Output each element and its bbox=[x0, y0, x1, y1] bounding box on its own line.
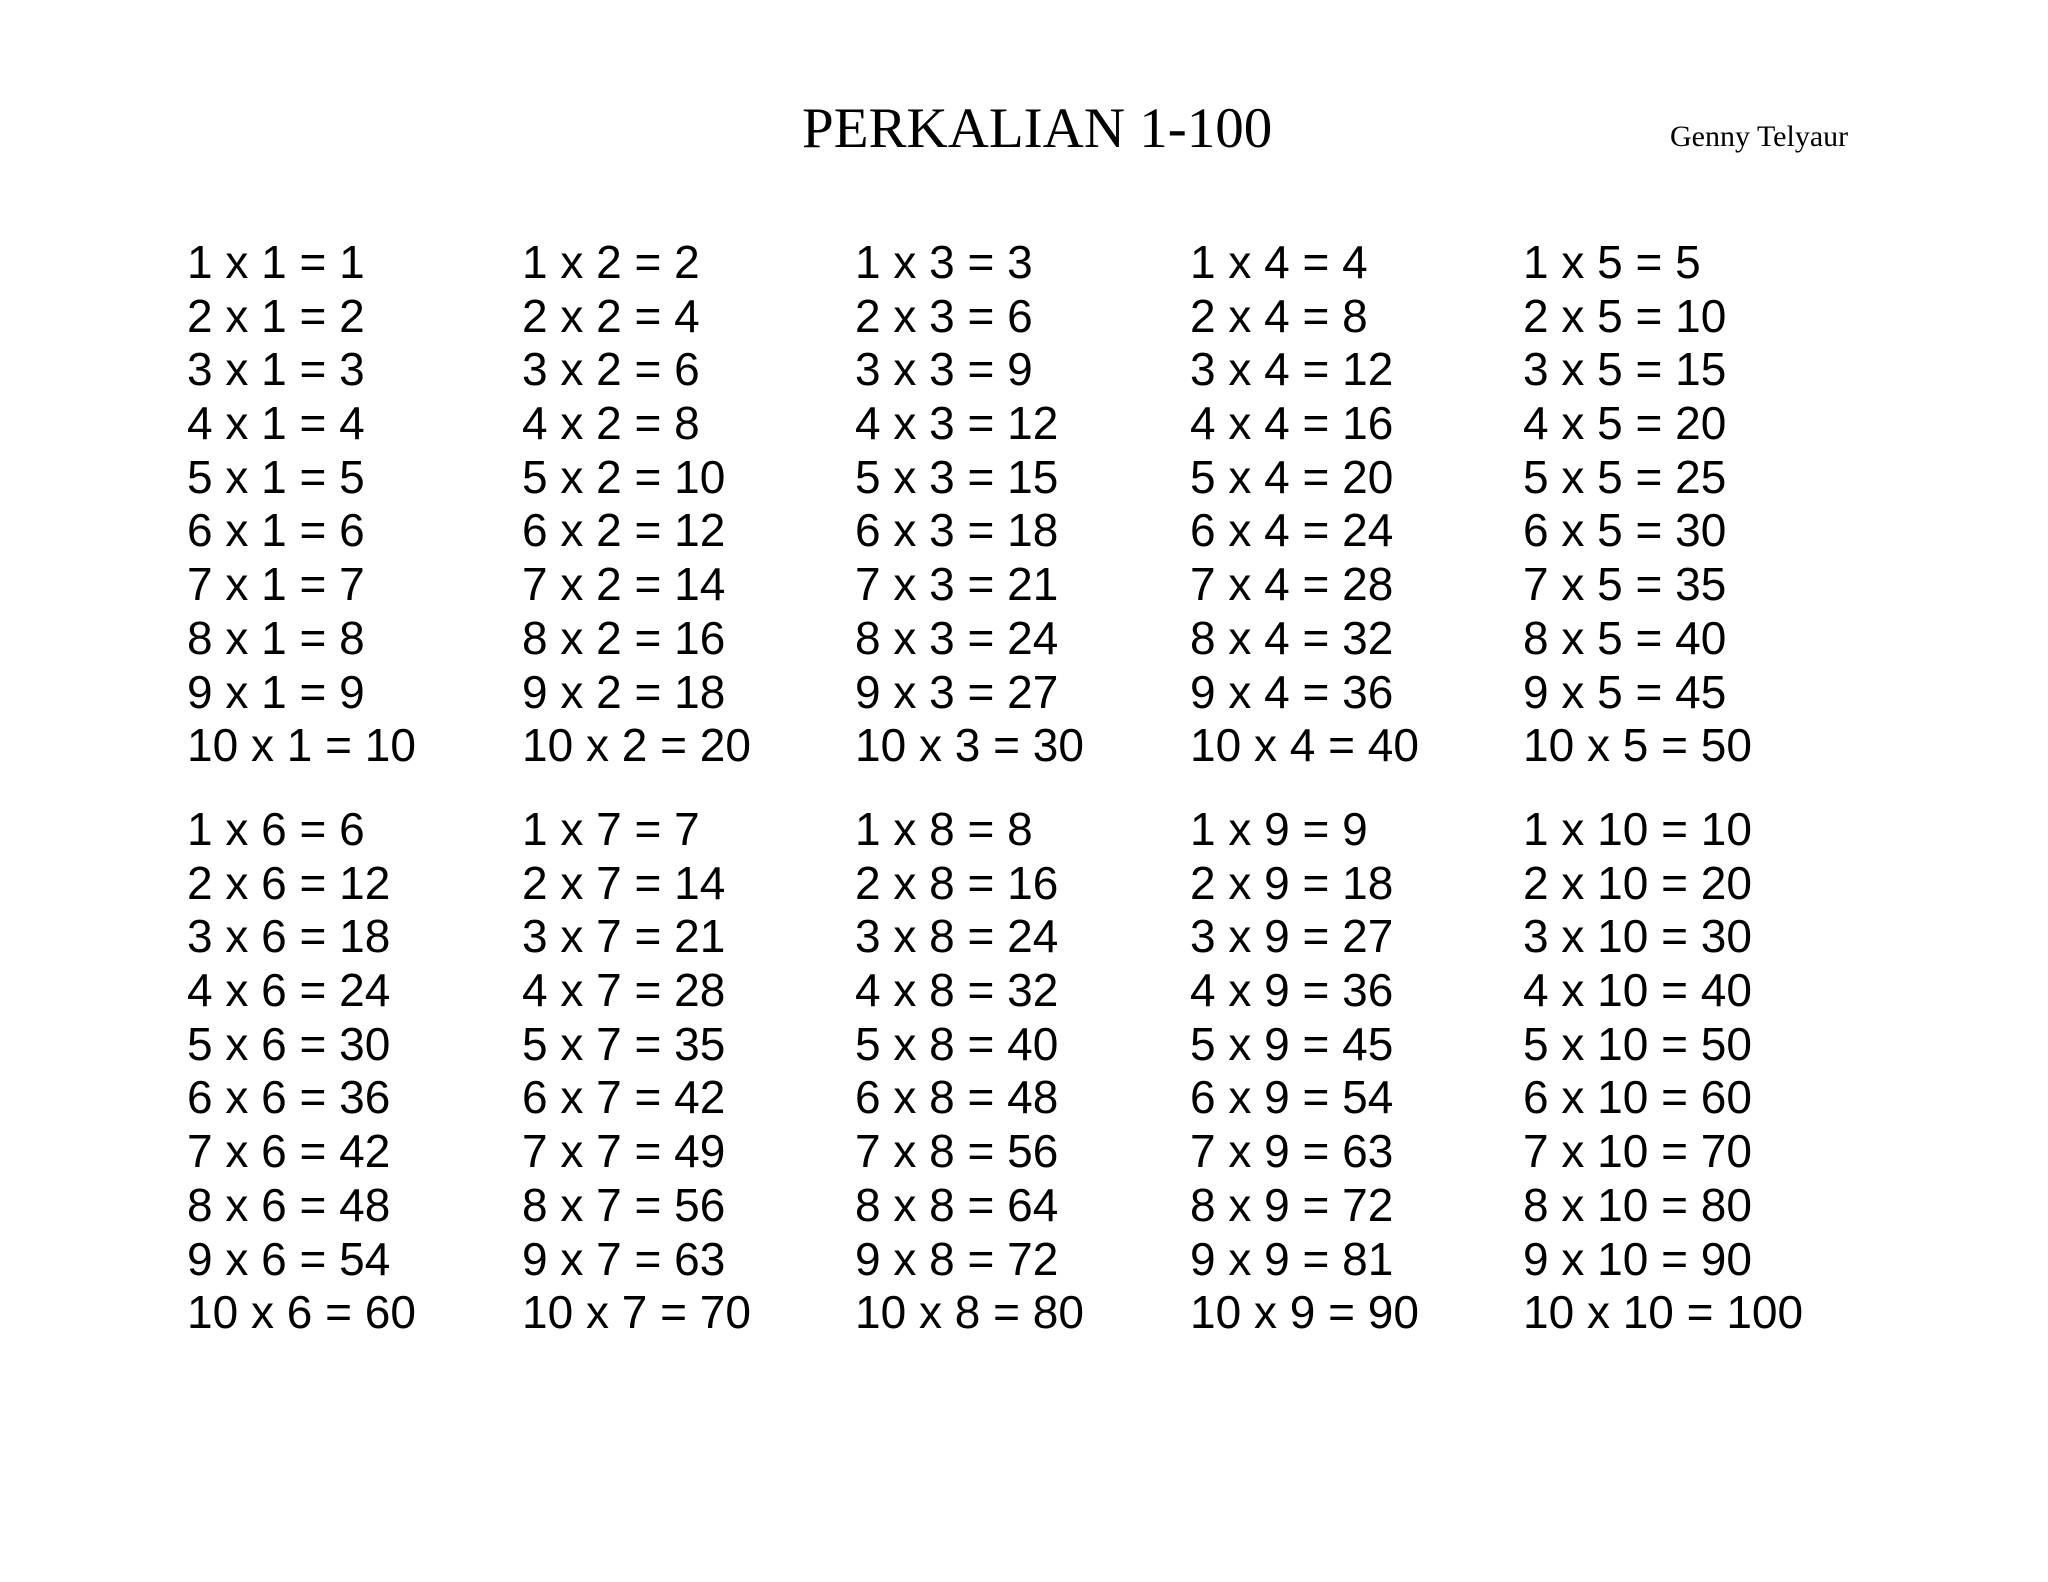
table-5 bbox=[1523, 236, 1752, 773]
table-row: 9 x 4 = 36 bbox=[1190, 665, 1394, 718]
table-row: 7 x 8 = 56 bbox=[855, 1125, 1059, 1178]
table-row: 1 x 3 = 3 bbox=[855, 236, 1033, 288]
table-row: 3 x 2 = 6 bbox=[522, 343, 700, 396]
table-row: 3 x 6 = 18 bbox=[187, 910, 391, 963]
table-row: 4 x 8 = 32 bbox=[855, 964, 1059, 1017]
table-row: 10 x 3 = 30 bbox=[855, 719, 1084, 772]
table-row: 6 x 5 = 30 bbox=[1523, 504, 1727, 557]
table-row: 9 x 6 = 54 bbox=[187, 1232, 391, 1285]
table-row: 8 x 3 = 24 bbox=[855, 611, 1059, 664]
table-row: 2 x 4 = 8 bbox=[1190, 289, 1368, 342]
table-row: 10 x 4 = 40 bbox=[1190, 719, 1419, 772]
table-6 bbox=[187, 803, 416, 1340]
table-row: 1 x 6 = 6 bbox=[187, 803, 365, 855]
table-row: 7 x 1 = 7 bbox=[187, 558, 365, 611]
table-row: 7 x 10 = 70 bbox=[1523, 1125, 1752, 1178]
table-row: 1 x 7 = 7 bbox=[522, 803, 700, 855]
table-row: 2 x 7 = 14 bbox=[522, 856, 726, 909]
table-row: 8 x 6 = 48 bbox=[187, 1178, 391, 1231]
table-row: 3 x 9 = 27 bbox=[1190, 910, 1394, 963]
table-row: 5 x 9 = 45 bbox=[1190, 1017, 1394, 1070]
table-row: 2 x 10 = 20 bbox=[1523, 856, 1752, 909]
table-row: 9 x 1 = 9 bbox=[187, 665, 365, 718]
author-name: Genny Telyaur bbox=[1670, 120, 1849, 153]
table-row: 5 x 5 = 25 bbox=[1523, 450, 1727, 503]
table-row: 4 x 10 = 40 bbox=[1523, 964, 1752, 1017]
table-row: 8 x 10 = 80 bbox=[1523, 1178, 1752, 1231]
table-row: 4 x 3 = 12 bbox=[855, 397, 1059, 450]
table-row: 9 x 3 = 27 bbox=[855, 665, 1059, 718]
table-8 bbox=[855, 803, 1084, 1340]
table-row: 1 x 1 = 1 bbox=[187, 236, 365, 288]
table-2 bbox=[522, 236, 751, 773]
table-row: 5 x 6 = 30 bbox=[187, 1017, 391, 1070]
table-row: 7 x 4 = 28 bbox=[1190, 558, 1394, 611]
table-row: 8 x 1 = 8 bbox=[187, 611, 365, 664]
table-1 bbox=[187, 236, 416, 773]
table-row: 2 x 2 = 4 bbox=[522, 289, 700, 342]
table-row: 8 x 4 = 32 bbox=[1190, 611, 1394, 664]
table-row: 4 x 6 = 24 bbox=[187, 964, 391, 1017]
table-row: 7 x 7 = 49 bbox=[522, 1125, 726, 1178]
table-row: 10 x 8 = 80 bbox=[855, 1286, 1084, 1339]
table-row: 10 x 10 = 100 bbox=[1523, 1286, 1804, 1339]
table-3 bbox=[855, 236, 1084, 773]
table-7 bbox=[522, 803, 751, 1340]
table-row: 6 x 4 = 24 bbox=[1190, 504, 1394, 557]
table-row: 4 x 4 = 16 bbox=[1190, 397, 1394, 450]
table-row: 1 x 4 = 4 bbox=[1190, 236, 1368, 288]
table-10 bbox=[1523, 803, 1803, 1340]
table-row: 5 x 1 = 5 bbox=[187, 450, 365, 503]
table-row: 6 x 9 = 54 bbox=[1190, 1071, 1394, 1124]
table-row: 4 x 1 = 4 bbox=[187, 397, 365, 450]
table-row: 2 x 9 = 18 bbox=[1190, 856, 1394, 909]
page-title: PERKALIAN 1-100 bbox=[802, 97, 1273, 160]
table-row: 9 x 9 = 81 bbox=[1190, 1232, 1394, 1285]
table-row: 8 x 8 = 64 bbox=[855, 1178, 1059, 1231]
table-9 bbox=[1190, 803, 1419, 1340]
table-row: 10 x 1 = 10 bbox=[187, 719, 416, 772]
table-row: 5 x 8 = 40 bbox=[855, 1017, 1059, 1070]
table-row: 7 x 2 = 14 bbox=[522, 558, 726, 611]
table-row: 5 x 4 = 20 bbox=[1190, 450, 1394, 503]
table-row: 10 x 9 = 90 bbox=[1190, 1286, 1419, 1339]
table-row: 6 x 8 = 48 bbox=[855, 1071, 1059, 1124]
table-row: 9 x 8 = 72 bbox=[855, 1232, 1059, 1285]
table-row: 6 x 6 = 36 bbox=[187, 1071, 391, 1124]
table-row: 6 x 2 = 12 bbox=[522, 504, 726, 557]
table-row: 5 x 7 = 35 bbox=[522, 1017, 726, 1070]
table-row: 1 x 9 = 9 bbox=[1190, 803, 1368, 855]
table-row: 4 x 2 = 8 bbox=[522, 397, 700, 450]
table-row: 8 x 5 = 40 bbox=[1523, 611, 1727, 664]
table-row: 10 x 2 = 20 bbox=[522, 719, 751, 772]
table-row: 3 x 4 = 12 bbox=[1190, 343, 1394, 396]
table-row: 7 x 3 = 21 bbox=[855, 558, 1059, 611]
table-row: 6 x 7 = 42 bbox=[522, 1071, 726, 1124]
table-row: 3 x 10 = 30 bbox=[1523, 910, 1752, 963]
table-row: 8 x 7 = 56 bbox=[522, 1178, 726, 1231]
table-row: 1 x 8 = 8 bbox=[855, 803, 1033, 855]
table-row: 10 x 5 = 50 bbox=[1523, 719, 1752, 772]
table-row: 2 x 3 = 6 bbox=[855, 289, 1033, 342]
table-row: 1 x 2 = 2 bbox=[522, 236, 700, 288]
table-row: 3 x 1 = 3 bbox=[187, 343, 365, 396]
table-row: 6 x 10 = 60 bbox=[1523, 1071, 1752, 1124]
table-row: 6 x 3 = 18 bbox=[855, 504, 1059, 557]
table-row: 3 x 3 = 9 bbox=[855, 343, 1033, 396]
table-row: 2 x 5 = 10 bbox=[1523, 289, 1727, 342]
table-row: 9 x 5 = 45 bbox=[1523, 665, 1727, 718]
table-row: 7 x 9 = 63 bbox=[1190, 1125, 1394, 1178]
table-4 bbox=[1190, 236, 1419, 773]
table-row: 8 x 2 = 16 bbox=[522, 611, 726, 664]
table-row: 2 x 1 = 2 bbox=[187, 289, 365, 342]
table-row: 9 x 2 = 18 bbox=[522, 665, 726, 718]
table-row: 7 x 6 = 42 bbox=[187, 1125, 391, 1178]
table-row: 5 x 3 = 15 bbox=[855, 450, 1059, 503]
table-row: 10 x 7 = 70 bbox=[522, 1286, 751, 1339]
table-row: 3 x 8 = 24 bbox=[855, 910, 1059, 963]
table-row: 2 x 8 = 16 bbox=[855, 856, 1059, 909]
table-row: 1 x 5 = 5 bbox=[1523, 236, 1701, 288]
table-row: 5 x 2 = 10 bbox=[522, 450, 726, 503]
table-row: 6 x 1 = 6 bbox=[187, 504, 365, 557]
table-row: 4 x 5 = 20 bbox=[1523, 397, 1727, 450]
table-row: 5 x 10 = 50 bbox=[1523, 1017, 1752, 1070]
table-row: 10 x 6 = 60 bbox=[187, 1286, 416, 1339]
table-row: 3 x 7 = 21 bbox=[522, 910, 726, 963]
table-row: 9 x 7 = 63 bbox=[522, 1232, 726, 1285]
table-row: 1 x 10 = 10 bbox=[1523, 803, 1752, 855]
table-row: 7 x 5 = 35 bbox=[1523, 558, 1727, 611]
table-row: 8 x 9 = 72 bbox=[1190, 1178, 1394, 1231]
table-row: 4 x 7 = 28 bbox=[522, 964, 726, 1017]
table-row: 4 x 9 = 36 bbox=[1190, 964, 1394, 1017]
table-row: 9 x 10 = 90 bbox=[1523, 1232, 1752, 1285]
table-row: 2 x 6 = 12 bbox=[187, 856, 391, 909]
table-row: 3 x 5 = 15 bbox=[1523, 343, 1727, 396]
